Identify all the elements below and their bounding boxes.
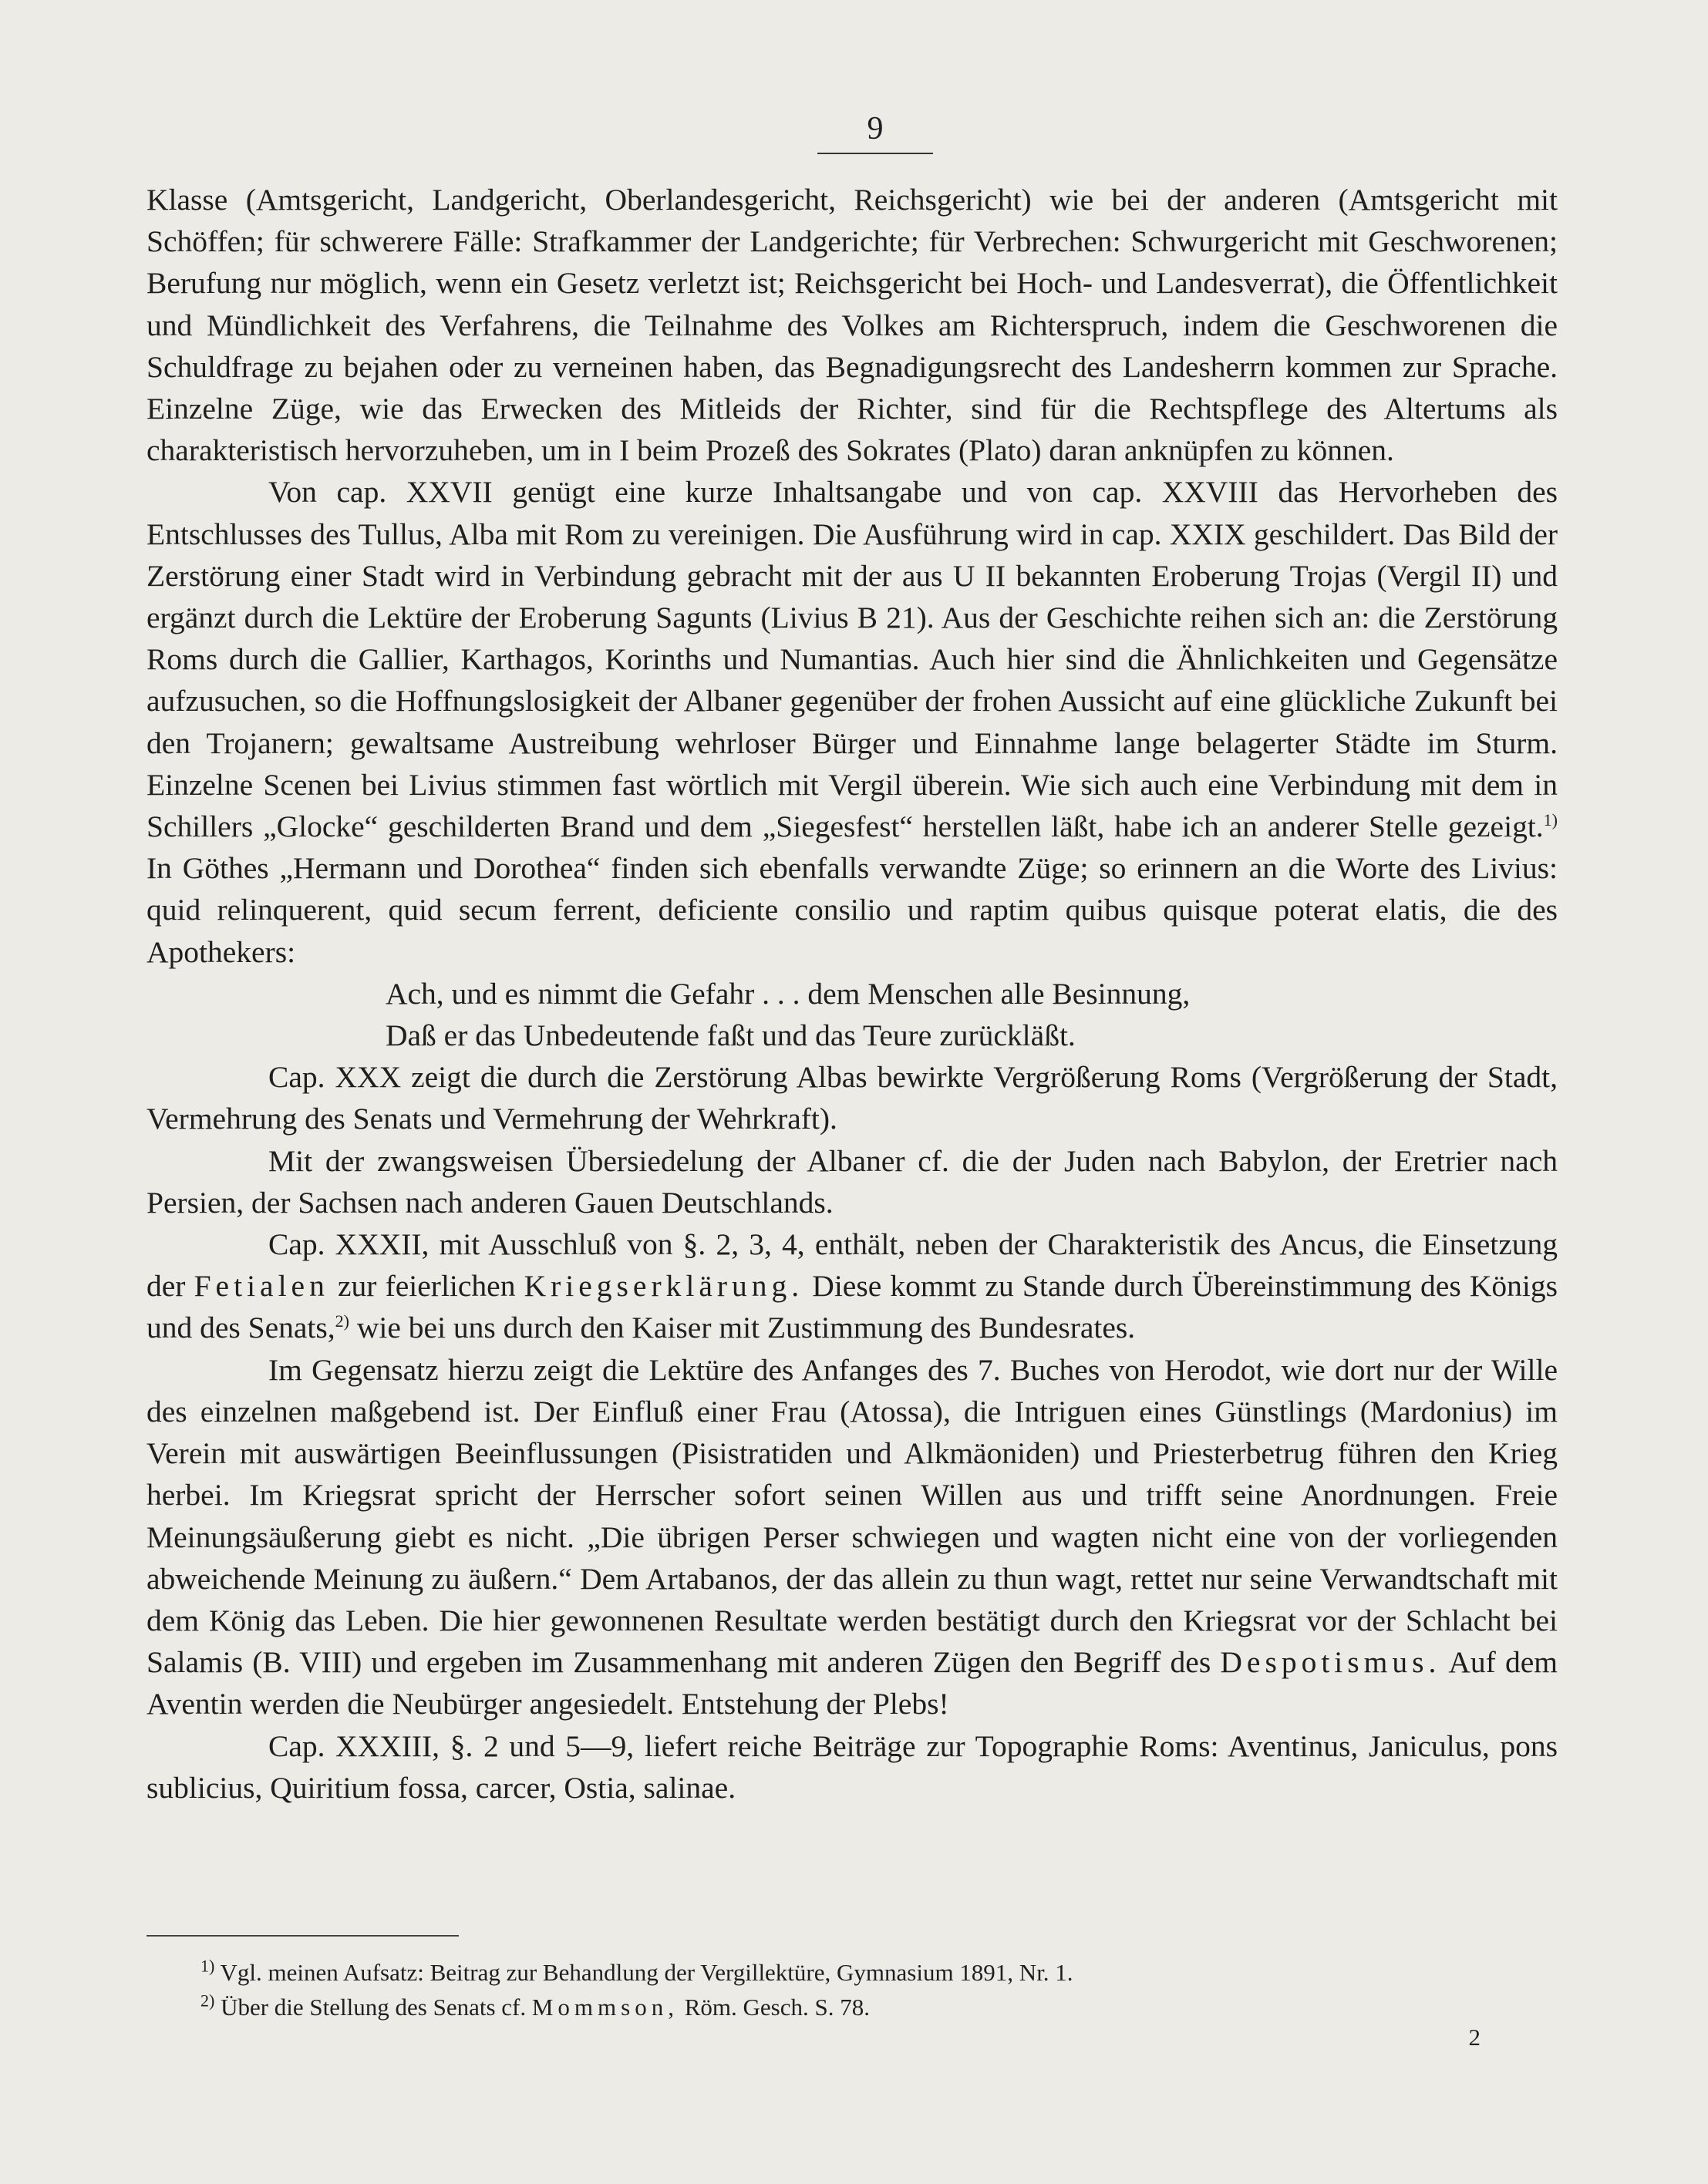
term-fetialen: Fetialen xyxy=(194,1269,329,1304)
paragraph-4: Mit der zwangsweisen Übersiedelung der Albaner cf. die der Juden nach Babylon, der Eretrier nach Persien, der Sachsen nach anderen Gauen Deutschlands. xyxy=(147,1143,1558,1220)
paragraph-5 xyxy=(147,1223,1558,1349)
paragraph-6-text: Im Gegensatz hierzu zeigt die Lektüre des Anfanges des 7. Buches von Herodot, wie dort nur der Wille des einzelnen maßgebend ist. Der Einfluß einer Frau (Atossa), die Intriguen eines Günstlings (Mardonius) im Verein mit auswärtigen Beeinflussungen (Pisistratiden und Alkmäoniden) und Priesterbetrug führen den Krieg herbei. Im Kriegsrat spricht der Herrscher sofort seinen Willen aus und trifft seine Anordnungen. Freie Meinungsäußerung giebt es nicht. „Die übrigen Perser schwiegen und wagten nicht eine von der vorliegenden abweichende Meinung zu äußern.“ Dem Artabanos, der das allein zu thun wagt, rettet nur seine Verwandtschaft mit dem König das Leben. Die hier gewonnenen Resultate werden bestätigt durch den Kriegsrat vor der Schlacht bei Salamis (B. VIII) und ergeben im Zusammenhang mit anderen Zügen den Begriff des xyxy=(147,1352,1558,1680)
paragraph-2 xyxy=(147,471,1558,972)
term-despotismus: Despotismus. xyxy=(1220,1645,1441,1680)
paragraph-7: Cap. XXXIII, §. 2 und 5—9, liefert reiche Beiträge zur Topographie Roms: Aventinus, Janiculus, pons sublicius, Quiritium fossa, carcer, Ostia, salinae. xyxy=(147,1728,1558,1805)
verse-line-2: Daß er das Unbedeutende faßt und das Teure zurückläßt. xyxy=(386,1018,1076,1053)
paragraph-6 xyxy=(147,1349,1558,1725)
footnote-ref-1: 1) xyxy=(1543,809,1558,830)
footnote-rule xyxy=(147,1935,459,1937)
paragraph-2-text: Von cap. XXVII genügt eine kurze Inhaltsangabe und von cap. XXVIII das Hervorheben des Entschlusses des Tullus, Alba mit Rom zu vereinigen. Die Ausführung wird in cap. XXIX geschildert. Das Bild der Zerstörung einer Stadt wird in Verbindung gebracht mit der aus U II bekannten Eroberung Trojas (Vergil II) und ergänzt durch die Lektüre der Eroberung Sagunts (Livius B 21). Aus der Geschichte reihen sich an: die Zerstörung Roms durch die Gallier, Karthagos, Korinths und Numantias. Auch hier sind die Ähnlichkeiten und Gegensätze aufzusuchen, so die Hoffnungslosigkeit der Albaner gegenüber der frohen Aussicht auf eine glückliche Zukunft bei den Trojanern; gewaltsame Austreibung wehrloser Bürger und Einnahme lange belagerter Städte im Sturm. Einzelne Scenen bei Livius stimmen fast wörtlich mit Vergil überein. Wie sich auch eine Verbindung mit dem in Schillers „Glocke“ geschilderten Brand und dem „Siegesfest“ herstellen läßt, habe ich an anderer Stelle gezeigt. xyxy=(147,475,1558,844)
paragraph-5-text: Cap. XXXII, mit Ausschluß von §. 2, 3, 4, enthält, neben der Charakteristik des Ancus, die Einsetzung der xyxy=(147,1227,1558,1304)
verse-quote xyxy=(147,973,1558,1056)
paragraph-2-text-cont: In Göthes „Hermann und Dorothea“ finden sich ebenfalls verwandte Züge; so erinnern an die Worte des Livius: quid relinquerent, quid secum ferrent, deficiente consilio und raptim quibus quisque poterat elatis, die des Apothekers: xyxy=(147,851,1558,969)
paragraph-1: Klasse (Amtsgericht, Landgericht, Oberlandesgericht, Reichsgericht) wie bei der anderen (Amtsgericht mit Schöffen; für schwerere Fälle: Strafkammer der Landgerichte; für Verbrechen: Schwurgericht mit Geschworenen; Berufung nur möglich, wenn ein Gesetz verletzt ist; Reichsgericht bei Hoch- und Landesverrat), die Öffentlichkeit und Mündlichkeit des Verfahrens, die Teilnahme des Volkes am Richterspruch, indem die Geschworenen die Schuldfrage zu bejahen oder zu verneinen haben, das Begnadigungsrecht des Landesherrn kommen zur Sprache. Einzelne Züge, wie das Erwecken des Mitleids der Richter, sind für die Rechtspflege des Altertums als charakteristisch hervorzuheben, um in I beim Prozeß des Sokrates (Plato) daran anknüpfen zu können. xyxy=(147,183,1558,468)
paragraph-5-text-4: wie bei uns durch den Kaiser mit Zustimmung des Bundesrates. xyxy=(356,1311,1136,1345)
footnotes xyxy=(200,1955,1511,2024)
footnote-1-text: Vgl. meinen Aufsatz: Beitrag zur Behandlung der Vergillektüre, Gymnasium 1891, Nr. 1. xyxy=(220,1959,1073,1986)
footnote-marker-1: 1) xyxy=(200,1956,215,1976)
footnote-2-text: Über die Stellung des Senats cf. xyxy=(221,1994,527,2021)
paragraph-5-text-3: Diese kommt zu Stande durch Übereinstimmung des Königs und des Senats, xyxy=(147,1269,1558,1345)
footnote-2-text-2: Röm. Gesch. S. 78. xyxy=(684,1994,870,2021)
footnote-2 xyxy=(200,1990,1511,2024)
body-text xyxy=(147,179,1558,1809)
page-number: 9 xyxy=(867,111,884,146)
term-kriegserklaerung: Kriegserklärung. xyxy=(524,1269,804,1304)
paragraph-6-text-2: Auf dem Aventin werden die Neubürger angesiedelt. Entstehung der Plebs! xyxy=(147,1645,1558,1721)
footnote-2-author: Mommson, xyxy=(531,1994,679,2021)
paragraph-5-text-2: zur feierlichen xyxy=(338,1269,516,1304)
sheet-signature: 2 xyxy=(1468,2024,1481,2051)
paragraph-3: Cap. XXX zeigt die durch die Zerstörung Albas bewirkte Vergrößerung Roms (Vergrößerung der Stadt, Vermehrung des Senats und Vermehrung der Wehrkraft). xyxy=(147,1060,1558,1136)
verse-line-1: Ach, und es nimmt die Gefahr . . . dem Menschen alle Besinnung, xyxy=(386,976,1191,1011)
footnote-1 xyxy=(200,1955,1511,1990)
footnote-ref-2: 2) xyxy=(335,1311,349,1331)
page-number-rule xyxy=(817,153,933,154)
footnote-marker-2: 2) xyxy=(200,1991,215,2011)
